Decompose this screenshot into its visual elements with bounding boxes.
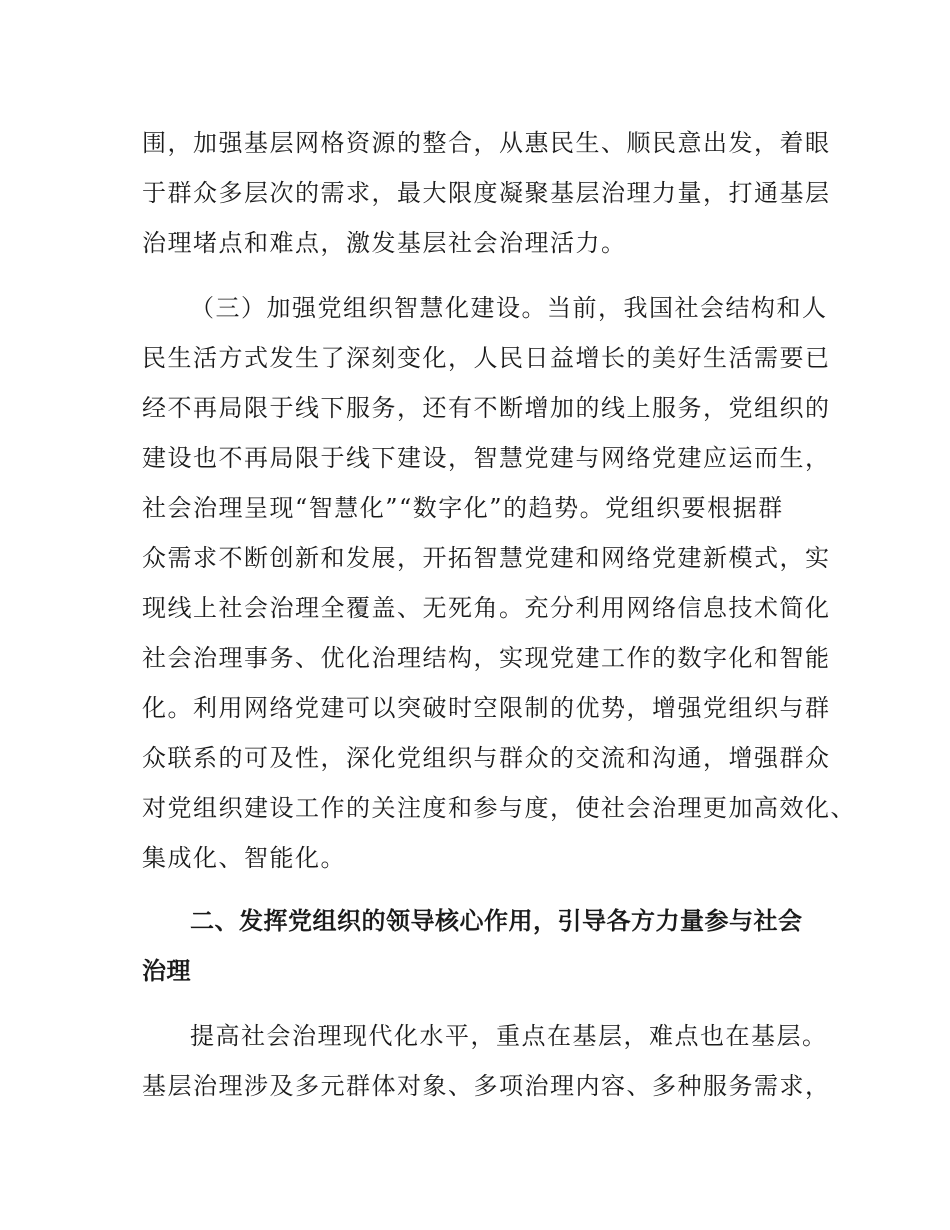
body-text-line: 社会治理事务、优化治理结构，实现党建工作的数字化和智能 xyxy=(142,644,831,672)
body-text-line: 化。利用网络党建可以突破时空限制的优势，增强党组织与群 xyxy=(142,694,831,722)
body-text-line: 经不再局限于线下服务，还有不断增加的线上服务，党组织的 xyxy=(142,394,831,422)
body-text-line: 建设也不再局限于线下建设，智慧党建与网络党建应运而生， xyxy=(142,444,831,472)
body-text-line: 治理堵点和难点，激发基层社会治理活力。 xyxy=(142,229,627,257)
body-text-line: 基层治理涉及多元群体对象、多项治理内容、多种服务需求， xyxy=(142,1072,831,1100)
body-text-line: 于群众多层次的需求，最大限度凝聚基层治理力量，打通基层 xyxy=(142,179,831,207)
body-text-line: 众联系的可及性，深化党组织与群众的交流和沟通，增强群众 xyxy=(142,744,831,772)
body-text-line: 现线上社会治理全覆盖、无死角。充分利用网络信息技术简化 xyxy=(142,594,831,622)
body-text-line: 对党组织建设工作的关注度和参与度，使社会治理更加高效化、 xyxy=(142,794,856,822)
body-text-line: 社会治理呈现“智慧化”“数字化”的趋势。党组织要根据群 xyxy=(142,494,784,522)
body-text-line: 提高社会治理现代化水平，重点在基层，难点也在基层。 xyxy=(190,1022,828,1050)
section-lead-line: （三）加强党组织智慧化建设。当前，我国社会结构和人 xyxy=(190,294,828,322)
body-text-line: 民生活方式发生了深刻变化，人民日益增长的美好生活需要已 xyxy=(142,344,831,372)
body-text-line: 围，加强基层网格资源的整合，从惠民生、顺民意出发，着眼 xyxy=(142,129,831,157)
section-heading: 二、发挥党组织的领导核心作用，引导各方力量参与社会 xyxy=(190,907,803,935)
section-heading-continued: 治理 xyxy=(142,957,191,985)
body-text-line: 集成化、智能化。 xyxy=(142,844,346,872)
body-text-line: 众需求不断创新和发展，开拓智慧党建和网络党建新模式，实 xyxy=(142,544,831,572)
